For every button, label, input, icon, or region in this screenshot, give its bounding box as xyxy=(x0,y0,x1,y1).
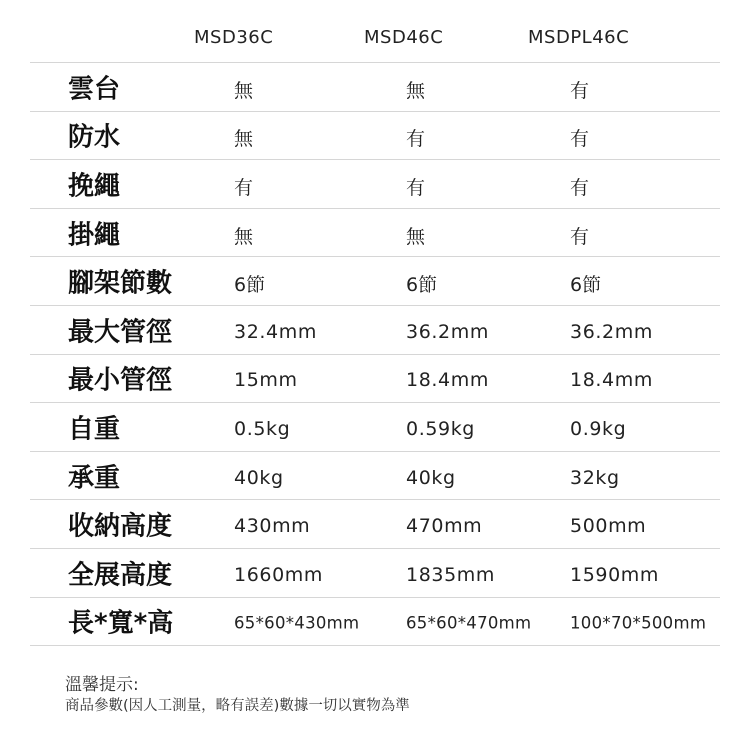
note-title: 溫馨提示: xyxy=(65,675,139,695)
table-row xyxy=(30,500,720,549)
cell-value: 有 xyxy=(570,225,590,248)
row-label: 收納高度 xyxy=(68,511,173,542)
table-row xyxy=(30,160,720,209)
cell-value: 無 xyxy=(406,79,426,102)
table-row xyxy=(30,355,720,404)
cell-value: 32kg xyxy=(570,466,620,489)
table-row xyxy=(30,209,720,258)
row-label: 挽繩 xyxy=(68,171,121,202)
row-label: 掛繩 xyxy=(68,220,121,251)
cell-value: 40kg xyxy=(406,466,456,489)
table-row xyxy=(30,598,720,647)
cell-value: 36.2mm xyxy=(406,320,489,343)
table-row xyxy=(30,549,720,598)
cell-value: 100*70*500mm xyxy=(570,613,707,633)
table-row xyxy=(30,257,720,306)
row-label: 防水 xyxy=(68,122,121,153)
table-row xyxy=(30,403,720,452)
cell-value: 36.2mm xyxy=(570,320,653,343)
cell-value: 470mm xyxy=(406,515,483,538)
cell-value: 0.59kg xyxy=(406,418,475,441)
cell-value: 65*60*470mm xyxy=(406,613,532,633)
cell-value: 有 xyxy=(406,128,426,151)
cell-value: 1835mm xyxy=(406,563,495,586)
spec-comparison-table xyxy=(30,0,720,646)
cell-value: 無 xyxy=(234,79,254,102)
table-row xyxy=(30,112,720,161)
table-row xyxy=(30,452,720,501)
row-label: 腳架節數 xyxy=(68,268,173,299)
cell-value: 無 xyxy=(234,128,254,151)
cell-value: 有 xyxy=(570,177,590,200)
cell-value: 1590mm xyxy=(570,563,659,586)
cell-value: 有 xyxy=(570,128,590,151)
cell-value: 65*60*430mm xyxy=(234,613,360,633)
row-label: 最小管徑 xyxy=(68,365,173,396)
cell-value: 430mm xyxy=(234,515,311,538)
cell-value: 40kg xyxy=(234,466,284,489)
cell-value: 無 xyxy=(406,225,426,248)
row-label: 承重 xyxy=(68,463,121,494)
cell-value: 18.4mm xyxy=(406,369,489,392)
note-text: 商品參數(因人工測量，略有誤差)數據一切以實物為準 xyxy=(65,698,410,714)
column-header-msdpl46c: MSDPL46C xyxy=(528,27,630,48)
row-label: 自重 xyxy=(68,414,121,445)
cell-value: 6節 xyxy=(406,274,438,297)
cell-value: 500mm xyxy=(570,515,647,538)
cell-value: 6節 xyxy=(234,274,266,297)
cell-value: 有 xyxy=(406,177,426,200)
cell-value: 有 xyxy=(234,177,254,200)
column-header-msd36c: MSD36C xyxy=(194,27,274,48)
cell-value: 18.4mm xyxy=(570,369,653,392)
cell-value: 15mm xyxy=(234,369,298,392)
cell-value: 0.5kg xyxy=(234,418,291,441)
cell-value: 無 xyxy=(234,225,254,248)
table-row xyxy=(30,306,720,355)
table-row xyxy=(30,63,720,112)
cell-value: 6節 xyxy=(570,274,602,297)
row-label: 全展高度 xyxy=(68,560,173,591)
column-header-msd46c: MSD46C xyxy=(364,27,444,48)
row-label: 長*寬*高 xyxy=(68,608,174,639)
row-label: 最大管徑 xyxy=(68,317,173,348)
cell-value: 32.4mm xyxy=(234,320,317,343)
row-label: 雲台 xyxy=(68,74,121,105)
table-header-row xyxy=(30,0,720,63)
cell-value: 1660mm xyxy=(234,563,323,586)
cell-value: 有 xyxy=(570,79,590,102)
cell-value: 0.9kg xyxy=(570,418,627,441)
disclaimer-note xyxy=(65,674,410,716)
